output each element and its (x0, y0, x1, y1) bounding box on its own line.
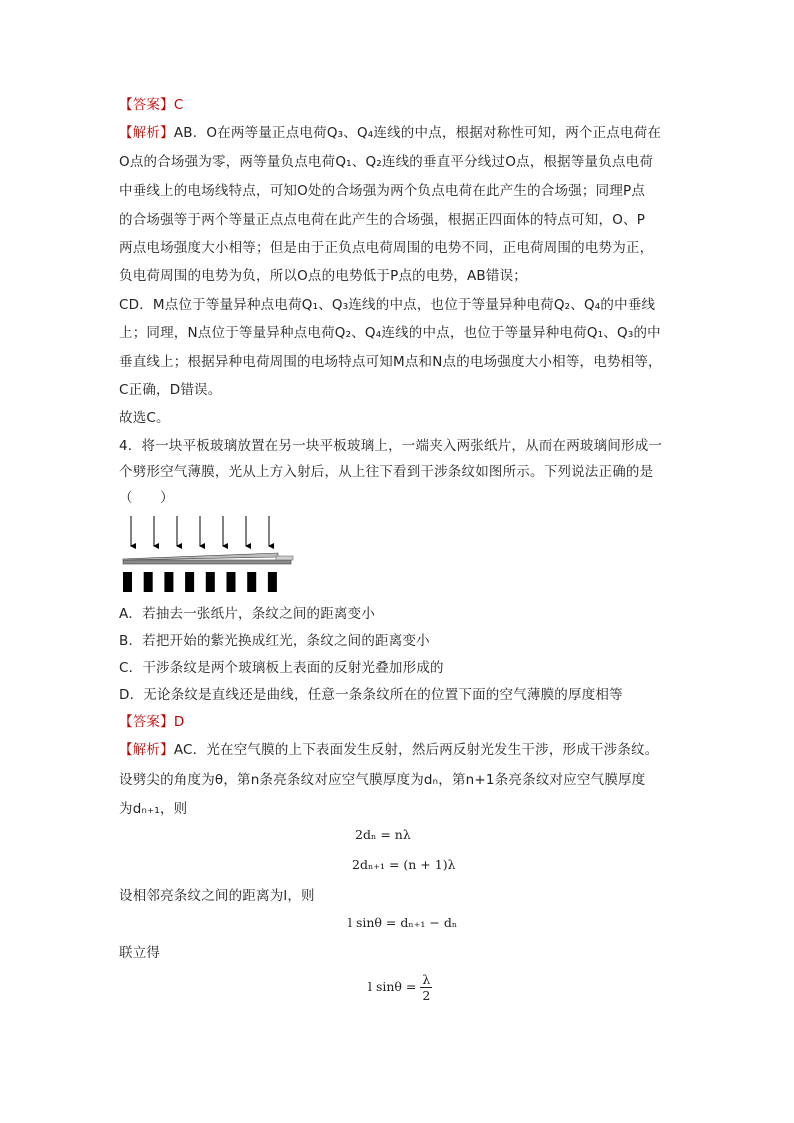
fraction (420, 972, 432, 1003)
question-stem-line: 个劈形空气薄膜，光从上方入射后，从上往下看到干涉条纹如图所示。下列说法正确的是 (119, 464, 654, 480)
answer-value: D (173, 714, 185, 730)
analysis-label: 【解析】 (119, 125, 174, 141)
analysis-line: CD．M点位于等量异种点电荷Q₁、Q₃连线的中点，也位于等量异种电荷Q₂、Q₄的中垂线 (119, 297, 656, 313)
equation-1: 2dₙ = nλ (355, 827, 411, 842)
equation-4 (368, 972, 432, 1003)
interference-figure (118, 512, 298, 596)
analysis-line: 为dₙ₊₁，则 (119, 801, 188, 817)
analysis-line: 中垂线上的电场线特点，可知O处的合场强为两个负点电荷在此产生的合场强；同理P点 (119, 183, 646, 199)
interference-fringes (123, 572, 277, 592)
fraction-numerator: λ (422, 972, 431, 987)
dark-fringe (247, 572, 256, 592)
answer-label: 【答案】 (119, 97, 174, 113)
lower-glass-plate (123, 560, 291, 564)
dark-fringe (164, 572, 173, 592)
conclusion-line: 故选C。 (119, 410, 170, 426)
analysis-line: 联立得 (119, 945, 161, 961)
equation-2: 2dₙ₊₁ = (n + 1)λ (352, 857, 456, 872)
analysis-line: 垂直线上；根据异种电荷周围的电场特点可知M点和N点的电场强度大小相等，电势相等， (119, 354, 662, 370)
question-blank: （ ） (119, 490, 174, 506)
option-d: D．无论条纹是直线还是曲线，任意一条条纹所在的位置下面的空气薄膜的厚度相等 (119, 687, 623, 703)
paper-shim (276, 556, 293, 560)
analysis-line: O点的合场强为零，两等量负点电荷Q₁、Q₂连线的垂直平分线过O点，根据等量负点电荷 (119, 154, 654, 170)
answer-line (119, 712, 184, 732)
upper-glass-plate (123, 553, 278, 560)
option-b: B．若把开始的紫光换成红光，条纹之间的距离变小 (119, 633, 430, 649)
analysis-line: 设劈尖的角度为θ，第n条亮条纹对应空气膜厚度为dₙ，第n+1条亮条纹对应空气膜厚度 (119, 772, 646, 788)
analysis-label: 【解析】 (119, 742, 174, 758)
analysis-text: AB．O在两等量正点电荷Q₃、Q₄连线的中点，根据对称性可知，两个正点电荷在 (173, 125, 662, 141)
analysis-text: AC．光在空气膜的上下表面发生反射，然后两反射光发生干涉，形成干涉条纹。 (173, 742, 659, 758)
incident-light-arrows (131, 516, 269, 546)
analysis-line: C正确，D错误。 (119, 382, 222, 398)
answer-label: 【答案】 (119, 714, 174, 730)
dark-fringe (268, 572, 277, 592)
analysis-line: 的合场强等于两个等量正点点电荷在此产生的合场强，根据正四面体的特点可知，O、P (119, 212, 646, 228)
equation-3: l sinθ = dₙ₊₁ − dₙ (348, 915, 458, 930)
analysis-line (119, 123, 661, 143)
analysis-line: 负电荷周围的电势为负，所以O点的电势低于P点的电势，AB错误； (119, 268, 527, 284)
fraction-denominator: 2 (422, 988, 431, 1003)
option-c: C．干涉条纹是两个玻璃板上表面的反射光叠加形成的 (119, 660, 444, 676)
option-a: A．若抽去一张纸片，条纹之间的距离变小 (119, 606, 376, 622)
answer-value: C (173, 97, 184, 113)
analysis-line: 上；同理，N点位于等量异种点电荷Q₂、Q₄连线的中点，也位于等量异种电荷Q₁、Q₃的中 (119, 325, 661, 341)
analysis-line (119, 740, 658, 760)
analysis-line: 设相邻亮条纹之间的距离为l，则 (119, 888, 315, 904)
dark-fringe (144, 572, 153, 592)
dark-fringe (185, 572, 194, 592)
dark-fringe (206, 572, 215, 592)
question-stem-line: 4．将一块平板玻璃放置在另一块平板玻璃上，一端夹入两张纸片，从而在两玻璃间形成一 (119, 438, 663, 454)
dark-fringe (227, 572, 236, 592)
equation-4-lhs: l sinθ = (368, 979, 417, 994)
dark-fringe (123, 572, 132, 592)
answer-line (119, 95, 183, 115)
analysis-line: 两点电场强度大小相等；但是由于正负点电荷周围的电势不同，正电荷周围的电势为正， (119, 240, 654, 256)
